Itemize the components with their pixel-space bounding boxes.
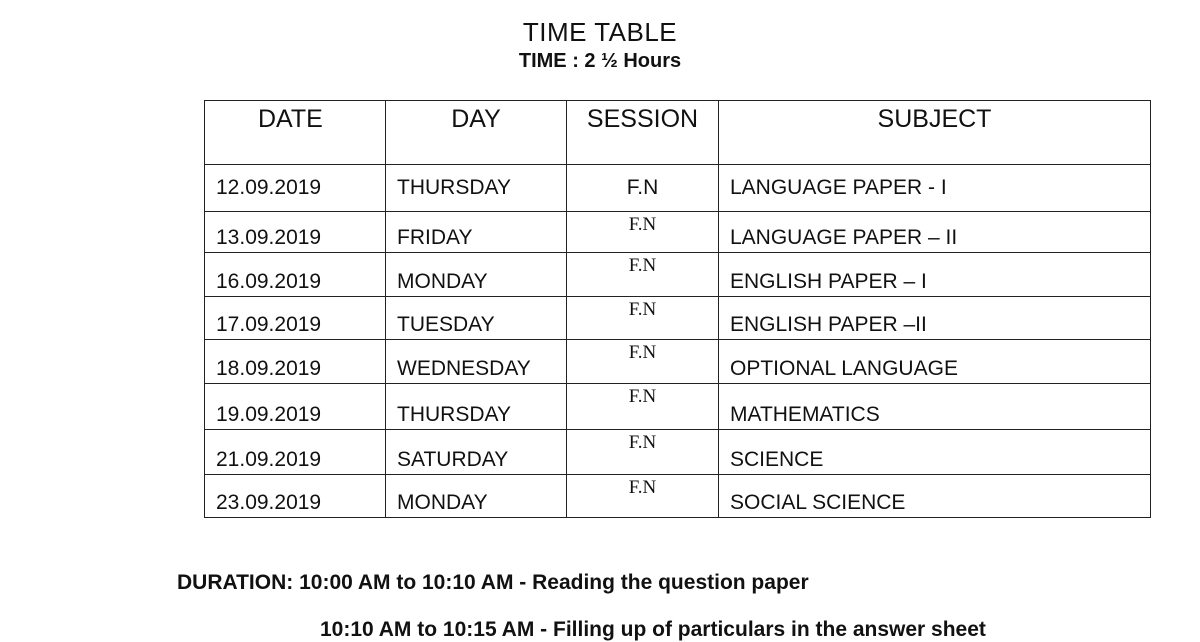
cell-date: 23.09.2019 <box>205 475 386 518</box>
cell-date: 19.09.2019 <box>205 384 386 430</box>
cell-day: THURSDAY <box>386 165 567 212</box>
cell-subject: ENGLISH PAPER – I <box>719 253 1151 297</box>
cell-session: F.N <box>567 165 719 212</box>
cell-day: MONDAY <box>386 475 567 518</box>
cell-session: F.N <box>567 253 719 297</box>
column-header-session: SESSION <box>567 101 719 165</box>
table-row <box>205 253 1151 297</box>
table-row <box>205 297 1151 340</box>
cell-day: THURSDAY <box>386 384 567 430</box>
cell-session: F.N <box>567 297 719 340</box>
table-row <box>205 165 1151 212</box>
cell-day: FRIDAY <box>386 212 567 253</box>
cell-day: SATURDAY <box>386 430 567 475</box>
page-subtitle: TIME : 2 ½ Hours <box>518 50 682 72</box>
column-header-day: DAY <box>386 101 567 165</box>
cell-date: 12.09.2019 <box>205 165 386 212</box>
cell-subject: MATHEMATICS <box>719 384 1151 430</box>
cell-session: F.N <box>567 212 719 253</box>
cell-day: WEDNESDAY <box>386 340 567 384</box>
cell-day: MONDAY <box>386 253 567 297</box>
column-header-date: DATE <box>205 101 386 165</box>
table-row <box>205 475 1151 518</box>
cell-session: F.N <box>567 340 719 384</box>
cell-day: TUESDAY <box>386 297 567 340</box>
duration-note: DURATION: 10:00 AM to 10:10 AM - Reading the question paper <box>177 571 809 594</box>
cell-date: 21.09.2019 <box>205 430 386 475</box>
table-header-row <box>205 101 1151 165</box>
cell-subject: LANGUAGE PAPER – II <box>719 212 1151 253</box>
page-title: TIME TABLE <box>522 17 678 47</box>
timetable <box>204 100 1151 518</box>
cell-date: 18.09.2019 <box>205 340 386 384</box>
table-row <box>205 430 1151 475</box>
cell-subject: SCIENCE <box>719 430 1151 475</box>
cell-subject: LANGUAGE PAPER - I <box>719 165 1151 212</box>
table-row <box>205 340 1151 384</box>
column-header-subject: SUBJECT <box>719 101 1151 165</box>
cell-subject: SOCIAL SCIENCE <box>719 475 1151 518</box>
cell-date: 17.09.2019 <box>205 297 386 340</box>
cell-date: 16.09.2019 <box>205 253 386 297</box>
duration-note-continued: 10:10 AM to 10:15 AM - Filling up of particulars in the answer sheet <box>320 618 986 641</box>
table-row <box>205 384 1151 430</box>
cell-date: 13.09.2019 <box>205 212 386 253</box>
cell-session: F.N <box>567 430 719 475</box>
cell-subject: ENGLISH PAPER –II <box>719 297 1151 340</box>
cell-session: F.N <box>567 475 719 518</box>
cell-session: F.N <box>567 384 719 430</box>
cell-subject: OPTIONAL LANGUAGE <box>719 340 1151 384</box>
table-row <box>205 212 1151 253</box>
